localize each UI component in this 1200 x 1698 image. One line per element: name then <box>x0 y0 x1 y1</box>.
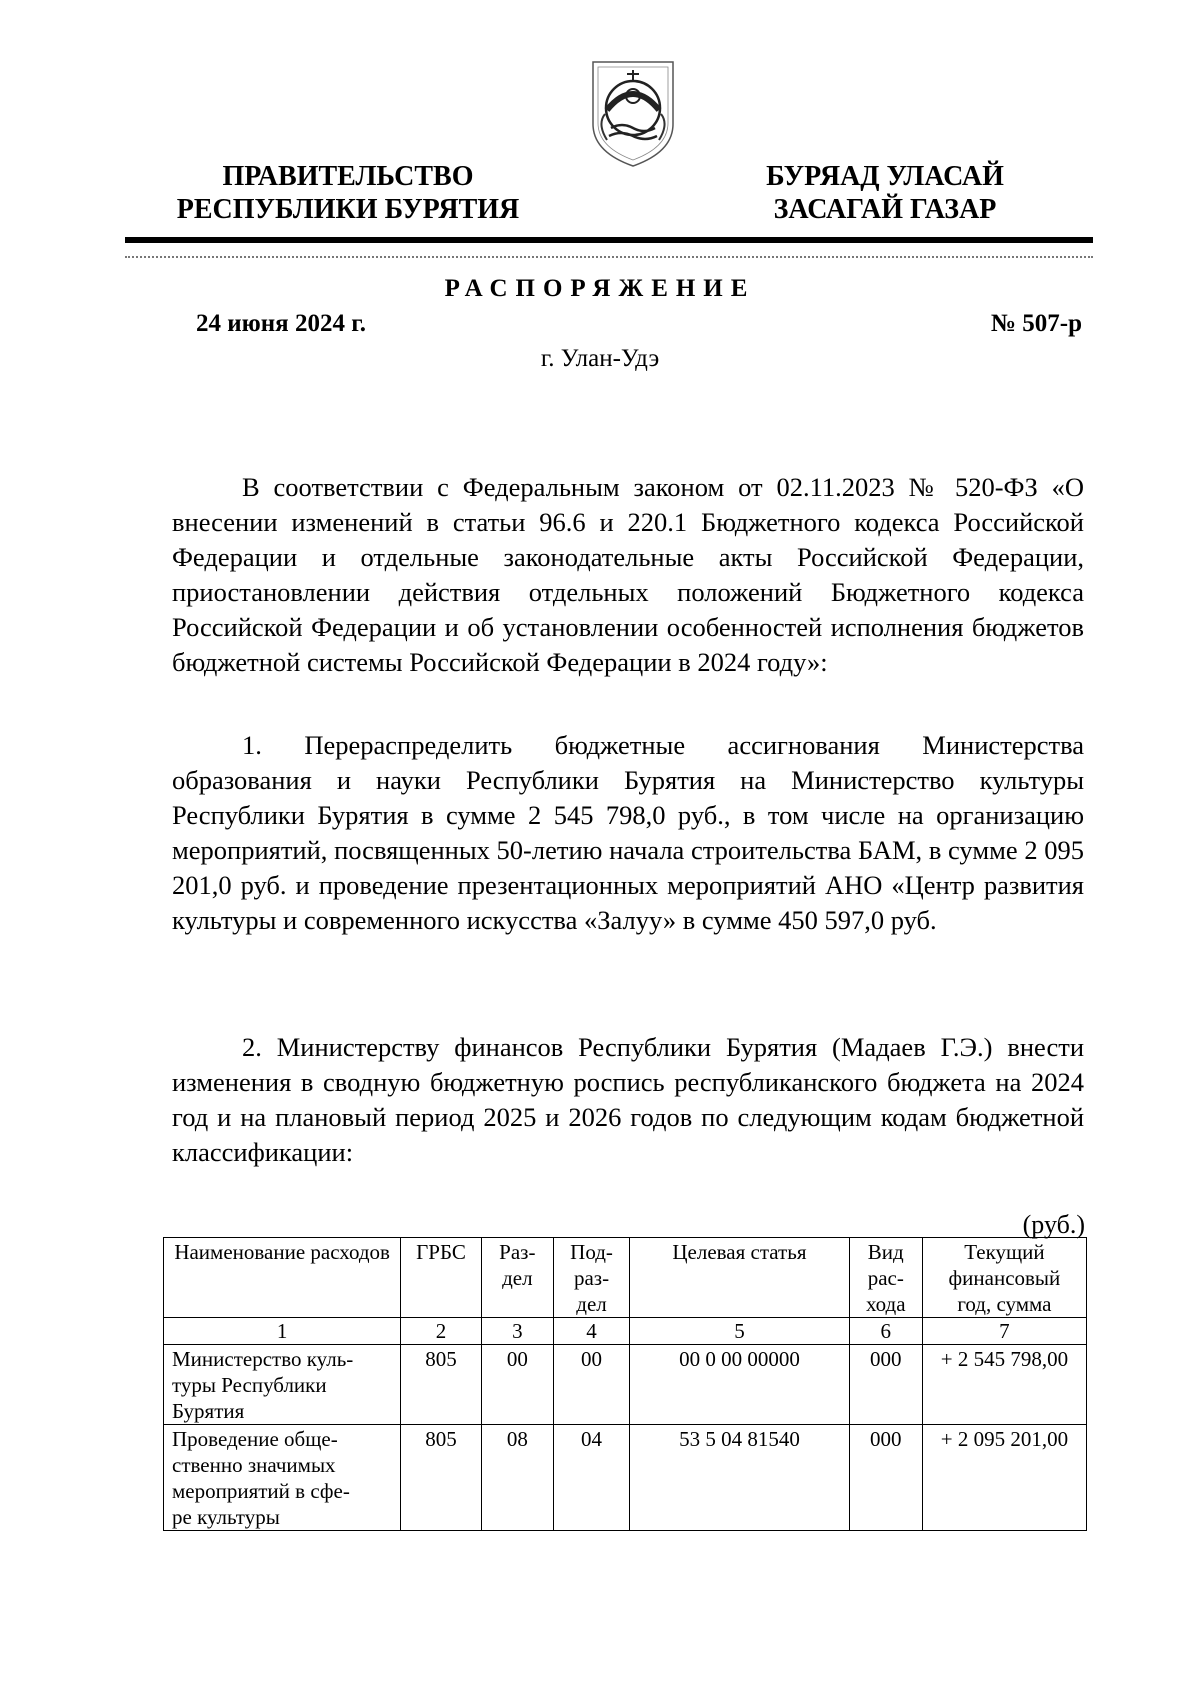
column-header-label: Текущий финансовый год, сумма <box>948 1240 1061 1316</box>
column-header-label: Вид рас- хода <box>865 1240 906 1316</box>
column-number: 5 <box>630 1318 850 1345</box>
budget-table <box>163 1237 1087 1531</box>
column-number: 6 <box>849 1318 922 1345</box>
item-2-paragraph: 2. Министерству финансов Республики Бурятия (Мадаев Г.Э.) внести изменения в сводную бюджетную роспись республиканского бюджета на 2024 год и на плановый период 2025 и 2026 годов по следующим кодам бюджетной классификации: <box>172 1032 1084 1167</box>
column-header-label: Раз- дел <box>499 1240 536 1290</box>
amount: + 2 095 201,00 <box>922 1425 1086 1531</box>
issuer-name-russian <box>168 160 528 226</box>
document-type: РАСПОРЯЖЕНИЕ <box>444 275 756 302</box>
target-article-code: 00 0 00 00000 <box>630 1345 850 1425</box>
column-number: 7 <box>922 1318 1086 1345</box>
section-code: 00 <box>481 1345 553 1425</box>
issuer-line-2: РЕСПУБЛИКИ БУРЯТИЯ <box>176 194 520 225</box>
document-date: 24 июня 2024 г. <box>196 310 366 337</box>
table-row <box>164 1425 1087 1531</box>
issuer-line-1: ПРАВИТЕЛЬСТВО <box>222 161 474 192</box>
issuer-buryat-line-2: ЗАСАГАЙ ГАЗАР <box>773 194 997 225</box>
table-row <box>164 1345 1087 1425</box>
column-number: 3 <box>481 1318 553 1345</box>
column-header-label: ГРБС <box>416 1240 466 1264</box>
coat-of-arms-icon <box>587 52 679 170</box>
column-number-row <box>164 1318 1087 1345</box>
expense-name: Проведение обще- ственно значимых мероприятий в сфе- ре культуры <box>164 1425 401 1531</box>
column-header-label: Целевая статья <box>672 1240 807 1264</box>
expense-name: Министерство куль- туры Республики Бурятия <box>164 1345 401 1425</box>
column-header <box>922 1238 1086 1318</box>
grbs-code: 805 <box>401 1425 481 1531</box>
expense-type-code: 000 <box>849 1345 922 1425</box>
column-header <box>630 1238 850 1318</box>
header-divider-dotted <box>125 256 1093 258</box>
issuer-buryat-line-1: БУРЯАД УЛАСАЙ <box>766 161 1004 192</box>
column-header-label: Под- раз- дел <box>570 1240 613 1316</box>
header-divider <box>125 237 1093 243</box>
column-header-label: Наименование расходов <box>174 1240 390 1264</box>
column-number: 1 <box>164 1318 401 1345</box>
target-article-code: 53 5 04 81540 <box>630 1425 850 1531</box>
grbs-code: 805 <box>401 1345 481 1425</box>
table-header-row <box>164 1238 1087 1318</box>
document-city: г. Улан-Удэ <box>540 345 660 372</box>
column-header <box>553 1238 629 1318</box>
subsection-code: 04 <box>553 1425 629 1531</box>
table-unit-label: (руб.) <box>1022 1210 1085 1239</box>
column-number: 4 <box>553 1318 629 1345</box>
item-1-paragraph: 1. Перераспределить бюджетные ассигнования Министерства образования и науки Республики Бурятия на Министерство культуры Республики Бурятия в сумме 2 545 798,0 руб., в том числе на организацию мероприятий, посвященных 50-летию начала строительства БАМ, в сумме 2 095 201,0 руб. и проведение презентационных мероприятий АНО «Центр развития культуры и современного искусства «Залуу» в сумме 450 597,0 руб. <box>172 730 1084 935</box>
document-number: № 507-р <box>990 310 1082 337</box>
subsection-code: 00 <box>553 1345 629 1425</box>
column-header <box>849 1238 922 1318</box>
preamble-paragraph: В соответствии с Федеральным законом от 02.11.2023 № 520-ФЗ «О внесении изменений в статьи 96.6 и 220.1 Бюджетного кодекса Российской Федерации и отдельные законодательные акты Российской Федерации, приостановлении действия отдельных положений Бюджетного кодекса Российской Федерации и об установлении особенностей исполнения бюджетов бюджетной системы Российской Федерации в 2024 году»: <box>172 472 1084 677</box>
column-number: 2 <box>401 1318 481 1345</box>
amount: + 2 545 798,00 <box>922 1345 1086 1425</box>
issuer-name-buryat <box>740 160 1030 226</box>
expense-type-code: 000 <box>849 1425 922 1531</box>
column-header <box>481 1238 553 1318</box>
column-header <box>401 1238 481 1318</box>
column-header <box>164 1238 401 1318</box>
section-code: 08 <box>481 1425 553 1531</box>
